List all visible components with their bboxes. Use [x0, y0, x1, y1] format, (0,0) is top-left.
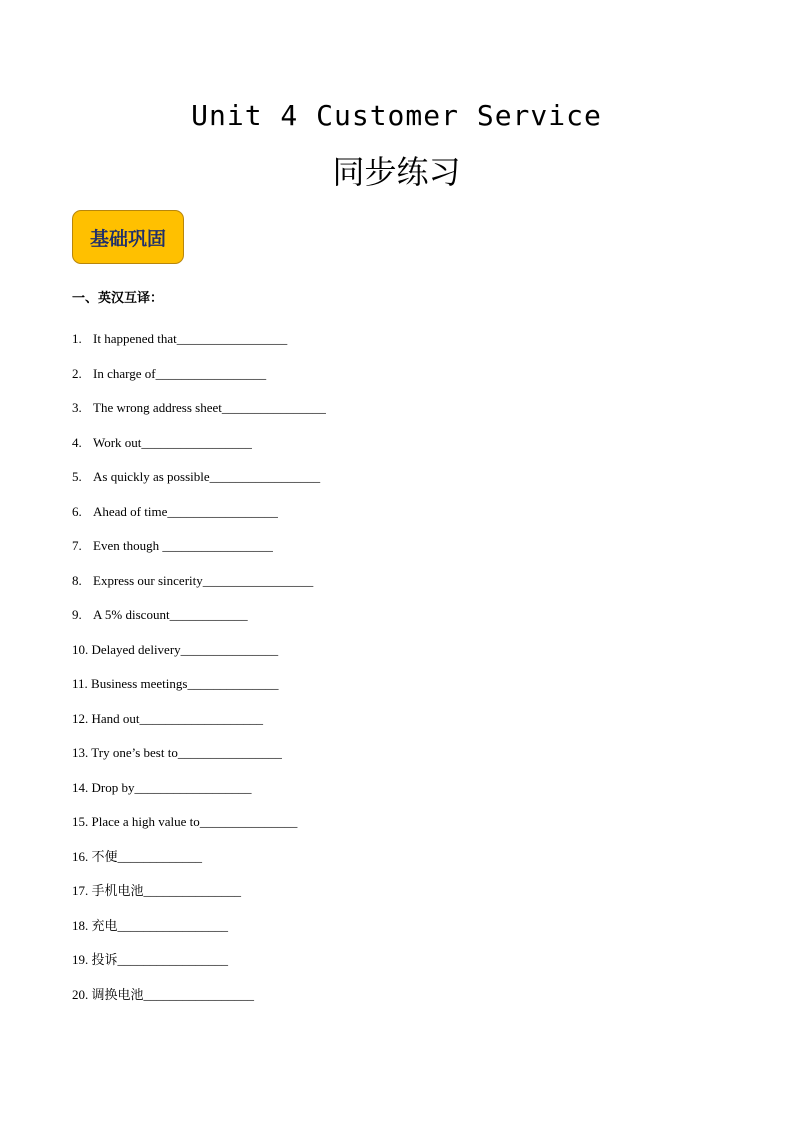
list-item [72, 363, 326, 398]
answer-blank[interactable]: ____________ [169, 607, 248, 622]
item-text: Drop by [91, 779, 135, 795]
item-text: 投诉 [91, 952, 118, 967]
item-number: 14. [72, 779, 89, 795]
item-number: 17. [72, 883, 89, 898]
answer-blank[interactable]: _______________ [143, 883, 242, 898]
list-item [72, 880, 326, 915]
list-item [72, 466, 326, 501]
answer-blank[interactable]: ________________ [177, 745, 282, 760]
item-number: 10. [72, 641, 89, 657]
item-text: 手机电池 [91, 883, 144, 898]
list-item [72, 432, 326, 467]
answer-blank[interactable]: _________________ [141, 434, 252, 450]
item-text: The wrong address sheet [93, 400, 222, 415]
item-text: A 5% discount [93, 607, 170, 622]
answer-blank[interactable]: __________________ [134, 779, 252, 795]
list-item [72, 397, 326, 432]
list-item [72, 984, 326, 1019]
list-item [72, 570, 326, 605]
item-number: 7. [72, 538, 82, 553]
list-item [72, 501, 326, 536]
item-number: 18. [72, 917, 89, 933]
item-number: 19. [72, 952, 89, 967]
item-text: Hand out [91, 710, 140, 726]
answer-blank[interactable]: ________________ [221, 400, 326, 415]
answer-blank[interactable]: _________________ [209, 469, 321, 484]
list-item [72, 673, 326, 708]
item-text: Work out [93, 434, 142, 450]
item-number: 6. [72, 503, 82, 519]
section-badge-label: 基础巩固 [89, 227, 166, 250]
item-number: 3. [72, 400, 82, 415]
answer-blank[interactable]: _________________ [202, 572, 314, 588]
item-number: 20. [72, 986, 89, 1002]
list-item [72, 604, 326, 639]
answer-blank[interactable]: _________________ [117, 952, 229, 967]
item-text: 不便 [91, 848, 118, 864]
item-text: Place a high value to [91, 814, 200, 829]
item-number: 5. [72, 469, 82, 484]
list-item [72, 949, 326, 984]
list-item [72, 915, 326, 950]
answer-blank[interactable]: _________________ [162, 538, 273, 553]
item-number: 1. [72, 331, 82, 346]
list-item [72, 535, 326, 570]
answer-blank[interactable]: _________________ [167, 503, 278, 519]
exercise-list [72, 328, 326, 1018]
page-title: Unit 4 Customer Service [191, 99, 602, 132]
list-item [72, 639, 326, 674]
item-number: 12. [72, 710, 89, 726]
answer-blank[interactable]: _______________ [180, 641, 279, 657]
answer-blank[interactable]: _________________ [117, 917, 229, 933]
section-heading: 一、英汉互译： [72, 291, 164, 306]
answer-blank[interactable]: _________________ [176, 331, 288, 346]
item-number: 15. [72, 814, 89, 829]
list-item [72, 708, 326, 743]
list-item [72, 742, 326, 777]
item-text: In charge of [93, 365, 156, 381]
item-text: As quickly as possible [93, 469, 210, 484]
item-text: Ahead of time [93, 503, 168, 519]
answer-blank[interactable]: ______________ [187, 676, 279, 691]
item-number: 2. [72, 365, 82, 381]
item-text: Even though [93, 538, 163, 553]
item-number: 9. [72, 607, 82, 622]
item-text: Delayed delivery [91, 641, 181, 657]
answer-blank[interactable]: _______________ [199, 814, 298, 829]
item-text: 调换电池 [91, 986, 144, 1002]
item-text: Express our sincerity [93, 572, 203, 588]
page-subtitle: 同步练习 [332, 153, 461, 191]
list-item [72, 846, 326, 881]
answer-blank[interactable]: ___________________ [139, 710, 264, 726]
answer-blank[interactable]: _________________ [155, 365, 267, 381]
item-number: 11. [72, 676, 88, 691]
item-number: 16. [72, 848, 89, 864]
list-item [72, 777, 326, 812]
item-text: It happened that [93, 331, 177, 346]
item-text: 充电 [91, 917, 118, 933]
item-text: Business meetings [91, 676, 188, 691]
answer-blank[interactable]: _____________ [117, 848, 203, 864]
item-number: 4. [72, 434, 82, 450]
list-item [72, 811, 326, 846]
item-number: 13. [72, 745, 89, 760]
list-item [72, 328, 326, 363]
answer-blank[interactable]: _________________ [143, 986, 255, 1002]
item-number: 8. [72, 572, 82, 588]
section-badge [72, 210, 184, 264]
item-text: Try one’s best to [91, 745, 178, 760]
